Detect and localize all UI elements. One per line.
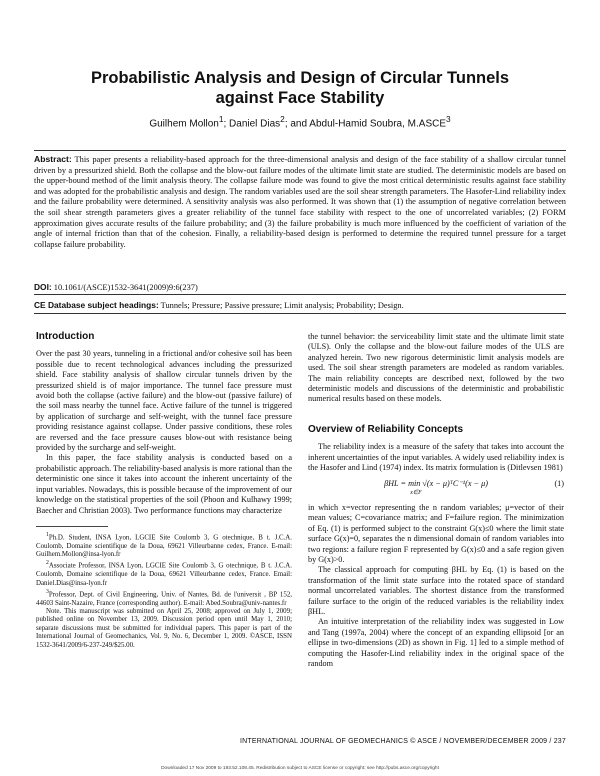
footnote-1: $^1$Ph.D. Student, INSA Lyon, LGCIE Site Coulomb 3, G otechnique, B t. J.C.A. Coulomb, Domaine scientifique de la Doua, 69621 Villeurbanne cedex, France. E-mail: Guilhem.Mollon@insa-lyon.fr	[36, 531, 292, 559]
equation-1	[308, 479, 564, 496]
subject-headings-value: Tunnels; Pressure; Passive pressure; Limit analysis; Probability; Design.	[158, 301, 404, 310]
reliability-paragraph-1: The reliability index is a measure of the safety that takes into account the inherent uncertainties of the input variables. A widely used reliability index is the Hasofer and Lind (1974) index. Its matrix formulation is (Ditlevsen 1981)	[308, 442, 564, 473]
right-column	[308, 332, 564, 669]
headings-rule	[34, 313, 566, 314]
subject-headings-label: CE Database subject headings:	[34, 300, 159, 310]
intro-paragraph-1: Over the past 30 years, tunneling in a frictional and/or cohesive soil has been possible due to recent technological advances including the pressurized shield. Face stability analysis of shallow circular tunnels driven by the pressurized shield is of major importance. The tunnel face pressure must avoid both the collapse (active failure) and the blow-out (passive failure) of the soil mass nearby the tunnel face. Active failure of the tunnel is triggered by application of surcharge and self-weight, with the tunnel face pressure providing resistance against collapse. Under passive conditions, these roles are reversed and the face pressure causes blow-out with resistance being provided by the surcharge and self-weight.	[36, 349, 292, 453]
footnote-2: $^2$Associate Professor, INSA Lyon, LGCIE Site Coulomb 3, G otechnique, B t. J.C.A. Coulomb, Domaine scientifique de la Doua, 69621 Villeurbanne cedex, France. Email: Daniel.Dias@insa-lyon.fr	[36, 560, 292, 587]
author-1: Guilhem Mollon	[149, 118, 219, 130]
left-column	[36, 332, 292, 650]
reliability-paragraph-4: An intuitive interpretation of the reliability index was suggested in Low and Tang (1997a, 2004) where the concept of an expanding ellipsoid [or an ellipse in two-dimensions (2D) as shown in Fig. 1] led to a simple method of computing the Hasofer-Lind reliability index in the original space of the random	[308, 617, 564, 668]
equation-number: (1)	[554, 479, 564, 489]
doi-value[interactable]: 10.1061/(ASCE)1532-3641(2009)9:6(237)	[51, 283, 198, 292]
equation-subscript: x∈F	[410, 489, 422, 496]
abstract-top-rule	[34, 150, 566, 151]
author-3-affiliation: 3	[446, 114, 451, 124]
author-2: Daniel Dias	[229, 118, 281, 130]
equation-body: βHL = min √(x − μ)ᵀC⁻¹(x − μ)	[384, 479, 488, 489]
doi-rule	[34, 294, 566, 295]
author-2-affiliation: 2	[280, 114, 285, 124]
footnote-rule	[36, 526, 108, 527]
journal-footer: INTERNATIONAL JOURNAL OF GEOMECHANICS © ASCE / NOVEMBER/DECEMBER 2009 / 237	[239, 738, 566, 745]
reliability-paragraph-2: in which x=vector representing the n random variables; μ=vector of their mean values; C=covariance matrix; and F=failure region. The minimization of Eq. (1) is performed subject to the constraint G(x)≤0 where the limit state surface G(x)=0, separates the n dimensional domain of random variables into two regions: a failure region F represented by G(x)≤0 and a safe region given by G(x)>0.	[308, 502, 564, 564]
doi-label: DOI:	[34, 282, 52, 292]
subject-headings	[34, 300, 566, 310]
download-notice: Downloaded 17 Nov 2009 to 193.52.108.45. Redistribution subject to ASCE license or copyright; see http://pubs.asce.org/copyright	[161, 766, 439, 771]
footnote-3: $^3$Professor, Dept. of Civil Engineering, Univ. of Nantes, Bd. de l'universit , BP 152, 44603 Saint-Nazaire, France (corresponding author). E-mail: Abed.Soubra@univ-nantes.fr	[36, 588, 292, 607]
abstract-text: This paper presents a reliability-based approach for the three-dimensional analysis and design of the face stability of a shallow circular tunnel driven by a pressurized shield. Both the collapse and the blow-out failure modes of the ultimate limit state are studied. The deterministic models are based on the upper-bound method of the limit analysis theory. The collapse failure mode was found to give the most critical deterministic results against face stability and was adopted for the probabilistic analysis and design. The random variables used are the soil shear strength parameters. The Hasofer-Lind reliability index and the failure probability were determined. A sensitivity analysis was also performed. It was shown that (1) the assumption of negative correlation between the soil shear strength parameters gives a greater reliability of the tunnel face stability with respect to the one of uncorrelated variables; (2) FORM approximation gives accurate results of the failure probability; and (3) the failure probability is much more influenced by the coefficient of variation of the angle of internal friction than that of the cohesion. Finally, a reliability-based design is performed to determine the required tunnel pressure for a target collapse failure probability.	[34, 155, 566, 249]
title-line-1: Probabilistic Analysis and Design of Circular Tunnels	[90, 69, 510, 87]
reliability-concepts-heading: Overview of Reliability Concepts	[308, 423, 464, 435]
footnotes	[36, 531, 292, 650]
manuscript-note: Note. This manuscript was submitted on April 25, 2008; approved on July 1, 2009; published online on November 13, 2009. Discussion period open until May 1, 2010; separate discussions must be submitted for individual papers. This paper is part of the International Journal of Geomechanics, Vol. 9, No. 6, December 1, 2009. ©ASCE, ISSN 1532-3641/2009/6-237-249/$25.00.	[36, 608, 292, 649]
author-1-affiliation: 1	[218, 114, 224, 124]
doi-line	[34, 282, 566, 292]
author-3: Abdul-Hamid Soubra, M.ASCE	[309, 118, 447, 130]
introduction-heading: Introduction	[36, 331, 95, 342]
intro-paragraph-2: In this paper, the face stability analysis is conducted based on a probabilistic approach. The reliability-based analysis is more rational than the deterministic one since it takes into account the inherent uncertainty of the input variables. Nowadays, this is possible because of the improvement of our knowledge on the statistical properties of the soil (Phoon and Kulhawy 1999; Baecher and Christian 2003). Two performance functions may characterize	[36, 453, 292, 515]
title-line-2: against Face Stability	[215, 89, 385, 107]
abstract-label: Abstract:	[34, 154, 72, 164]
abstract	[34, 154, 566, 250]
paper-title	[40, 68, 560, 108]
reliability-paragraph-3: The classical approach for computing βHL by Eq. (1) is based on the transformation of the limit state surface into the rotated space of standard normal uncorrelated variables. The shortest distance from the transformed failure surface to the origin of the reduced variables is the reliability index βHL.	[308, 565, 564, 616]
intro-continuation: the tunnel behavior: the serviceability limit state and the ultimate limit state (ULS). Only the collapse and the blow-out failure modes of the ULS are analyzed herein. Two new rigorous deterministic limit analysis models are used. The soil shear strength parameters are modeled as random variables. The main reliability concepts are described next, followed by the two deterministic models and discussions of the deterministic and probabilistic numerical results based on these models.	[308, 332, 564, 404]
author-list: Guilhem Mollon$^1$; Daniel Dias$^2$; and Abdul-Hamid Soubra, M.ASCE$^3$	[149, 114, 451, 130]
